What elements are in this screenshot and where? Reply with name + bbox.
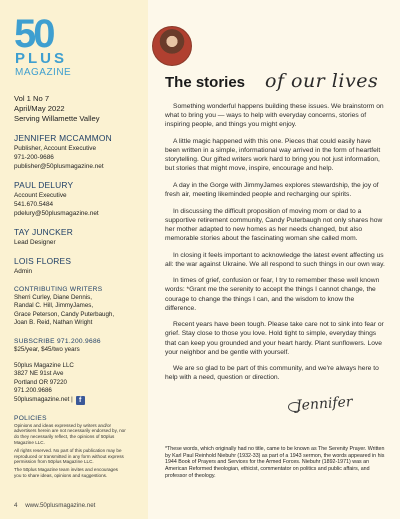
issue-date: April/May 2022: [14, 104, 65, 113]
contributing-heading: CONTRIBUTING WRITERS: [14, 286, 103, 293]
policy-paragraph: The 50plus Magazine team invites and encourages you to share ideas, opinions and suggestions.: [14, 467, 118, 479]
staff-name: PAUL DELURY: [14, 180, 74, 190]
logo-plus: PLUS: [15, 50, 68, 67]
staff-jennifer: [14, 133, 148, 171]
author-photo: [152, 26, 192, 66]
article-title: [165, 70, 395, 103]
contributor-line: Joan B. Reid, Nathan Wright: [14, 319, 93, 327]
page-number: 4: [14, 502, 18, 509]
contributor-line: Sherri Curley, Diane Dennis,: [14, 294, 92, 301]
issue-volume: Vol 1 No 7: [14, 94, 50, 103]
staff-role: Publisher, Account Executive: [14, 145, 97, 152]
article-paragraph: Recent years have been tough. Please take care not to sink into fear or grief. Stay close to those you love. Hold tight to simple, everyday things that can keep you grounded and your heart hardy. Plant sunflowers. Love your neighbor and be gentle with yourself.: [165, 321, 384, 356]
address-line: 3827 NE 91st Ave: [14, 370, 64, 378]
staff-role: Lead Designer: [14, 239, 56, 246]
subscribe-price: $25/year, $45/two years: [14, 345, 80, 353]
masthead-sidebar: [0, 0, 148, 519]
article-paragraph: In discussing the difficult proposition of moving mom or dad to a supportive retirement community, Candy Puterbaugh not only shares how her mother adapted to new homes as her needs changed, but also memorable stories about the fascinating woman she called mom.: [165, 207, 383, 242]
issue-info: [14, 94, 148, 124]
title-script: of our lives: [265, 70, 379, 92]
logo-number: 50: [14, 12, 53, 56]
staff-phone: 971-200-9686: [14, 154, 54, 161]
article-paragraph: We are so glad to be part of this community, and we're always here to help with a need, question or direction.: [165, 365, 379, 382]
staff-email[interactable]: publisher@50plusmagazine.net: [14, 163, 104, 170]
policy-paragraph: Opinions and ideas expressed by writers and/or advertisers herein are not necessarily endorsed by, nor do they necessarily reflect, the opinions of 50plus Magazine LLC.: [14, 422, 126, 446]
staff-lois: [14, 256, 148, 276]
policies-block: [14, 414, 148, 479]
facebook-icon[interactable]: f: [76, 396, 85, 405]
staff-email[interactable]: pdelury@50plusmagazine.net: [14, 210, 99, 217]
staff-tay: [14, 227, 148, 247]
article-paragraph: In times of grief, confusion or fear, I try to remember these well known words: *Grant me the serenity to accept the things I cannot change, the courage to change the things I can, and the wisdom to know the difference.: [165, 277, 380, 312]
staff-name: LOIS FLORES: [14, 256, 72, 266]
page-footer: [14, 502, 95, 509]
address-block: [14, 362, 148, 405]
article-body: [165, 102, 385, 390]
address-line: 50plus Magazine LLC: [14, 362, 74, 370]
staff-name: JENNIFER MCCAMMON: [14, 133, 112, 143]
staff-phone: 541.670.5484: [14, 201, 54, 208]
footer-website[interactable]: www.50plusmagazine.net: [25, 502, 96, 509]
staff-role: Admin: [14, 268, 33, 275]
article-paragraph: In closing it feels important to acknowledge the latest event affecting us all: the war against Ukraine. We all respond to such things in our own way.: [165, 251, 385, 268]
article-paragraph: A day in the Gorge with JimmyJames explores stewardship, the joy of fresh air, meeting likeminded people and recharging our spirits.: [165, 181, 379, 198]
logo-magazine: MAGAZINE: [15, 67, 72, 78]
issue-region: Serving Willamette Valley: [14, 114, 100, 123]
article-paragraph: A little magic happened with this one. Pieces that could easily have been written in a simple, informational way arrived in the form of heartfelt storytelling. Our gifted writers work hard to bring you not just information, but stories that might move, inspire, encourage and help.: [165, 137, 381, 173]
staff-role: Account Executive: [14, 192, 67, 199]
title-bold: The stories: [165, 74, 246, 91]
article-footnote: *These words, which originally had no title, came to be known as The Serenity Prayer. Written by Karl Paul Reinhold Niebuhr (1932-33) as part of a 1943 sermon, the words appeared in his 1944 Book of Prayers and Services for the Armed Forces. Niebuhr (1892-1971) was an American Reformed theologian, ethicist, commentator on politics and public affairs, and professor of theology.: [165, 446, 385, 479]
staff-paul: [14, 180, 148, 218]
website-row: [14, 396, 148, 405]
website-link[interactable]: 50plusmagazine.net |: [14, 395, 73, 403]
subscribe-heading: SUBSCRIBE 971.200.9686: [14, 337, 101, 345]
policies-heading: POLICIES: [14, 414, 47, 422]
address-line: 971.200.9686: [14, 387, 52, 395]
address-line: Portland OR 97220: [14, 378, 67, 386]
article-paragraph: Something wonderful happens building these issues. We brainstorm on what to bring you — ways to help with everyday concerns, stories of inspiring people, and things you might enjoy.: [165, 103, 384, 129]
contributor-line: Randal C. Hill, JimmyJames,: [14, 302, 94, 310]
contributing-writers: [14, 285, 148, 328]
magazine-logo: [14, 14, 104, 76]
policy-paragraph: All rights reserved. No part of this publication may be reproduced or transmitted in any form without express permission from 50plus Magazine LLC.: [14, 447, 124, 465]
staff-name: TAY JUNCKER: [14, 227, 73, 237]
contributor-line: Grace Peterson, Candy Puterbaugh,: [14, 310, 115, 318]
subscribe-block: [14, 337, 148, 354]
signature: Jennifer: [295, 394, 354, 414]
